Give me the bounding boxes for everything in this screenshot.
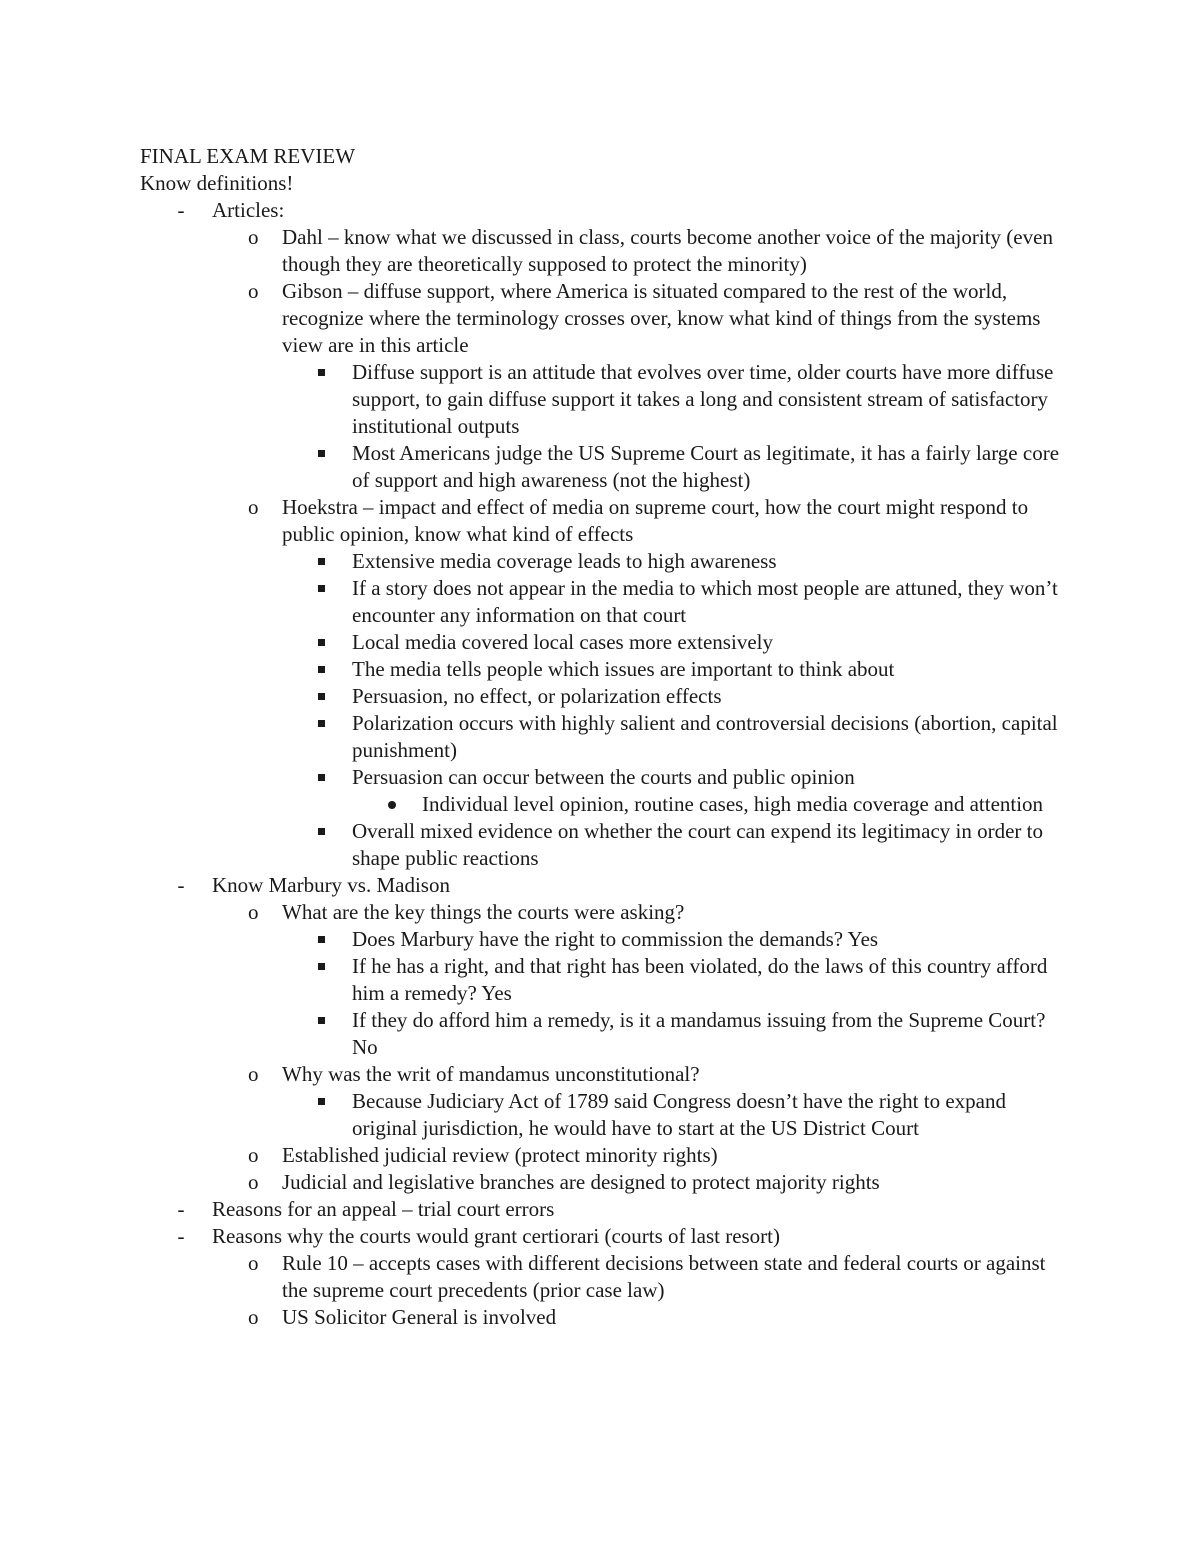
list-item: o Gibson – diffuse support, where America is situated compared to the rest of the world, recognize where the terminology crosses over, know what kind of things from the systems view are in this article — [248, 279, 1041, 357]
square-bullet-icon — [318, 828, 325, 835]
list-item: If he has a right, and that right has been violated, do the laws of this country afford him a remedy? Yes — [140, 953, 1070, 1007]
list-item: Persuasion, no effect, or polarization effects — [140, 683, 1070, 710]
dot-bullet-icon — [388, 801, 396, 809]
list-item: Most Americans judge the US Supreme Court as legitimate, it has a fairly large core of support and high awareness (not the highest) — [140, 440, 1070, 494]
list-item: Polarization occurs with highly salient and controversial decisions (abortion, capital punishment) — [140, 710, 1070, 764]
list-item: o Judicial and legislative branches are designed to protect majority rights — [248, 1170, 880, 1194]
list-item: - Know Marbury vs. Madison — [140, 872, 1070, 899]
list-item: Persuasion can occur between the courts and public opinion — [140, 764, 1070, 791]
list-item: Individual level opinion, routine cases, high media coverage and attention — [140, 791, 1070, 818]
list-item: o Hoekstra – impact and effect of media on supreme court, how the court might respond to public opinion, know what kind of effects — [248, 495, 1029, 546]
list-item: If a story does not appear in the media to which most people are attuned, they won’t encounter any information on that court — [140, 575, 1070, 629]
list-item: If they do afford him a remedy, is it a mandamus issuing from the Supreme Court? No — [140, 1007, 1070, 1061]
doc-title: FINAL EXAM REVIEW — [140, 144, 356, 168]
circle-bullet-icon: o — [248, 1170, 259, 1194]
list-item: - Reasons for an appeal – trial court errors — [140, 1196, 1070, 1223]
dash-bullet-icon: - — [177, 873, 185, 897]
dash-bullet-icon: - — [177, 198, 185, 222]
circle-bullet-icon: o — [248, 225, 259, 249]
square-bullet-icon — [318, 936, 325, 943]
circle-bullet-icon: o — [248, 1062, 259, 1086]
circle-bullet-icon: o — [248, 279, 259, 303]
square-bullet-icon — [318, 774, 325, 781]
square-bullet-icon — [318, 450, 325, 457]
circle-bullet-icon: o — [248, 495, 259, 519]
square-bullet-icon — [318, 369, 325, 376]
list-item: o What are the key things the courts were asking? — [248, 900, 685, 924]
document-body — [140, 143, 1070, 1331]
list-item: o Established judicial review (protect minority rights) — [248, 1143, 718, 1167]
square-bullet-icon — [318, 585, 325, 592]
list-item: Does Marbury have the right to commission the demands? Yes — [140, 926, 1070, 953]
list-item: o Why was the writ of mandamus unconstitutional? — [248, 1062, 700, 1086]
list-item: o US Solicitor General is involved — [248, 1305, 557, 1329]
circle-bullet-icon: o — [248, 1251, 259, 1275]
list-item: Local media covered local cases more extensively — [140, 629, 1070, 656]
circle-bullet-icon: o — [248, 900, 259, 924]
list-item: Extensive media coverage leads to high awareness — [140, 548, 1070, 575]
list-item: - Reasons why the courts would grant certiorari (courts of last resort) — [140, 1223, 1070, 1250]
circle-bullet-icon: o — [248, 1143, 259, 1167]
circle-bullet-icon: o — [248, 1305, 259, 1329]
square-bullet-icon — [318, 666, 325, 673]
list-item: Because Judiciary Act of 1789 said Congress doesn’t have the right to expand original jurisdiction, he would have to start at the US District Court — [140, 1088, 1070, 1142]
square-bullet-icon — [318, 693, 325, 700]
square-bullet-icon — [318, 1098, 325, 1105]
square-bullet-icon — [318, 1017, 325, 1024]
square-bullet-icon — [318, 963, 325, 970]
square-bullet-icon — [318, 639, 325, 646]
list-item: o Rule 10 – accepts cases with different decisions between state and federal courts or against the supreme court precedents (prior case law) — [248, 1251, 1046, 1302]
list-item: Overall mixed evidence on whether the court can expend its legitimacy in order to shape public reactions — [140, 818, 1070, 872]
square-bullet-icon — [318, 558, 325, 565]
square-bullet-icon — [318, 720, 325, 727]
dash-bullet-icon: - — [177, 1197, 185, 1221]
list-item: - Articles: — [140, 197, 1070, 224]
list-item: o Dahl – know what we discussed in class, courts become another voice of the majority (even though they are theoretically supposed to protect the minority) — [248, 225, 1053, 276]
list-item: Diffuse support is an attitude that evolves over time, older courts have more diffuse support, to gain diffuse support it takes a long and consistent stream of satisfactory institutional outputs — [140, 359, 1070, 440]
dash-bullet-icon: - — [177, 1224, 185, 1248]
doc-subtitle: Know definitions! — [140, 171, 294, 195]
list-item: The media tells people which issues are important to think about — [140, 656, 1070, 683]
